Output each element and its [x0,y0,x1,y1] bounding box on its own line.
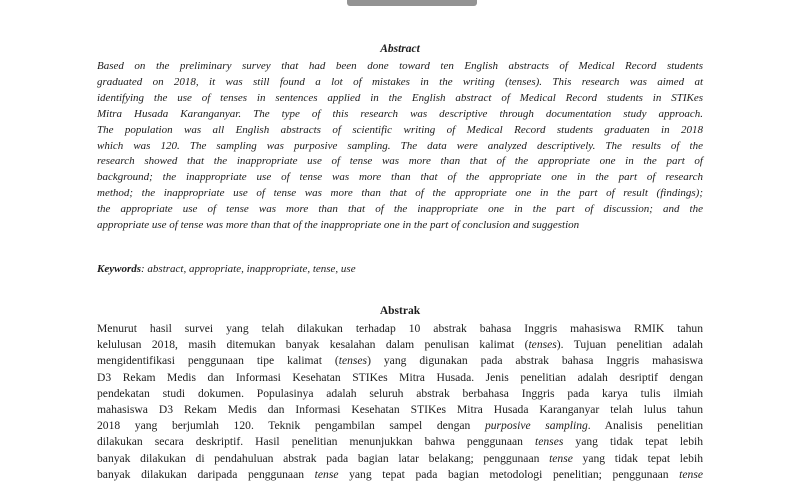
italic-term: tenses [338,354,368,368]
abstrak-line: mengidentifikasi penggunaan tipe kalimat (tenses) yang digunakan pada abstrak bahasa Inggris mahasiswa [97,354,703,368]
abstrak-line: mahasiswa D3 Rekam Medis dan Informasi Kesehatan STIKes Mitra Husada Karanganyar telah lulus tahun [97,403,703,417]
keywords-line [97,262,703,277]
abstract-line: identifying the use of tenses in sentences applied in the English abstract of Medical Record students in STIKes [97,91,703,104]
abstract-line: the appropriate use of tense was more than that of the inappropriate one in the part of discussion; and the [97,203,703,216]
abstrak-line: banyak dilakukan daripada penggunaan tense yang tepat pada bagian metodologi penelitian; penggunaan tense [97,467,703,481]
abstract-indonesian-body [97,321,703,483]
abstract-line: background; the inappropriate use of tense was more than that of the appropriate one in the part of research [97,171,703,184]
abstract-line: graduated on 2018, it was still found a lot of mistakes in the writing (tenses). This research was aimed at [97,75,703,88]
abstract-line: which was 120. The sampling was purposive sampling. The data were analyzed descriptively. The results of the [97,139,703,152]
abstract-line: research showed that the inappropriate use of tense was more than that of the appropriate one in the part of [97,155,703,168]
keywords-label: Keywords [97,263,141,275]
abstrak-line: 2018 yang berjumlah 120. Teknik pengambilan sampel dengan purposive sampling. Analisis penelitian [97,419,703,433]
italic-term: purposive sampling [484,419,588,433]
abstrak-line: pendekatan studi dokumen. Populasinya adalah seluruh abstrak berbahasa Inggris pada karya tulis ilmiah [97,386,703,400]
abstrak-line: banyak dilakukan di pendahuluan abstrak pada bagian latar belakang; penggunaan tense yang tidak tepat lebih [97,451,703,465]
abstrak-heading: Abstrak [379,305,421,317]
keywords-text: : abstract, appropriate, inappropriate, tense, use [141,263,356,275]
abstract-line: method; the inappropriate use of tense was more than that of the appropriate one in the part of result (findings); [97,187,703,200]
abstrak-line: kelulusan 2018, masih ditemukan banyak kesalahan dalam penulisan kalimat (tenses). Tujuan penelitian adalah [97,338,703,352]
italic-term: tense [549,451,573,465]
italic-term: tense [679,467,703,481]
abstrak-line: D3 Rekam Medis dan Informasi Kesehatan STIKes Mitra Husada. Jenis penelitian adalah desriptif dengan [97,370,703,384]
abstract-line: appropriate use of tense was more than that of the inappropriate one in the part of conclusion and suggestion [97,219,580,232]
abstract-line: Mitra Husada Karanganyar. The type of this research was descriptive through documentation study approach. [97,107,703,120]
abstract-line: The population was all English abstracts of scientific writing of Medical Record students graduaten in 2018 [97,123,703,136]
abstract-heading: Abstract [380,43,420,55]
italic-term: tenses [535,435,564,449]
abstract-english-body [97,59,703,234]
abstract-line: Based on the preliminary survey that had been done toward ten English abstracts of Medical Record students [97,60,703,72]
abstrak-line: Menurut hasil survei yang telah dilakukan terhadap 10 abstrak bahasa Inggris mahasiswa RMIK tahun [97,322,703,335]
cropped-title-fragment [347,0,477,6]
italic-term: tenses [528,338,557,352]
italic-term: tense [314,467,339,481]
document-page [97,0,703,500]
abstrak-line: dilakukan secara deskriptif. Hasil penelitian menunjukkan bahwa penggunaan tenses yang tidak tepat lebih [97,435,704,449]
